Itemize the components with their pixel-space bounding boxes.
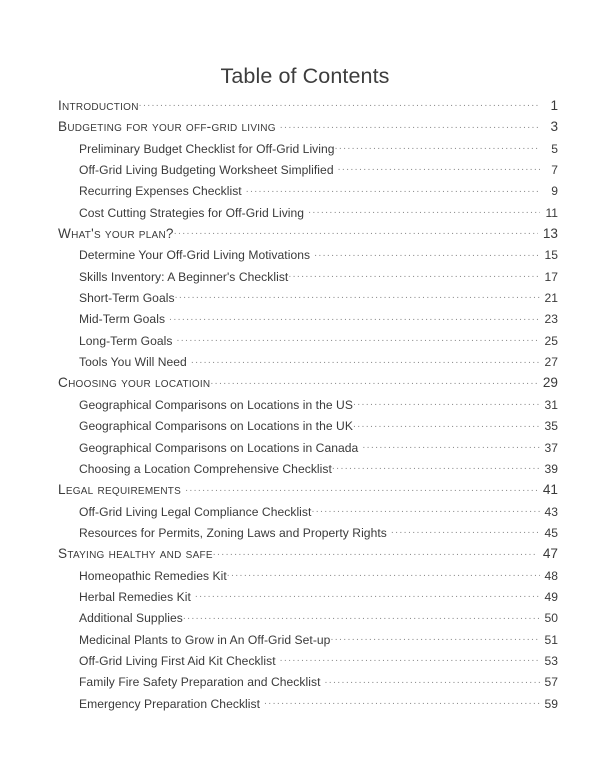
toc-entry-page-number: 5	[551, 141, 558, 156]
toc-entry-page-number: 41	[542, 482, 558, 498]
toc-entry[interactable]	[0, 371, 610, 392]
toc-entry[interactable]	[0, 436, 610, 457]
toc-entry[interactable]	[0, 137, 610, 158]
toc-entry[interactable]	[0, 606, 610, 627]
dot-leader	[304, 201, 540, 217]
dot-leader	[165, 307, 540, 323]
toc-entry-label: Choosing your locatioin	[58, 375, 211, 391]
toc-entry[interactable]	[0, 393, 610, 414]
toc-entry[interactable]	[0, 201, 610, 222]
toc-entry[interactable]	[0, 158, 610, 179]
toc-entry-page-number: 53	[544, 653, 558, 668]
dot-leader	[320, 670, 540, 686]
toc-entry-label: Geographical Comparisons on Locations in the US	[79, 397, 353, 412]
toc-entry[interactable]	[0, 265, 610, 286]
toc-entry[interactable]	[0, 670, 610, 691]
toc-entry-label: Cost Cutting Strategies for Off-Grid Living	[79, 205, 305, 220]
dot-leader	[353, 393, 540, 409]
toc-entry-label: Emergency Preparation Checklist	[79, 696, 261, 711]
toc-entry-label: Recurring Expenses Checklist	[79, 184, 242, 199]
toc-entry-label: Homeopathic Remedies Kit	[79, 568, 227, 583]
toc-entry-page-number: 23	[544, 312, 558, 327]
dot-leader	[242, 179, 540, 195]
toc-entry-label: Geographical Comparisons on Locations in the UK	[79, 419, 353, 434]
dot-leader	[174, 222, 538, 238]
toc-entry[interactable]	[0, 564, 610, 585]
toc-entry[interactable]	[0, 649, 610, 670]
toc-entry-page-number: 9	[551, 184, 558, 199]
toc-entry-label: Staying healthy and safe	[58, 546, 213, 562]
toc-entry[interactable]	[0, 243, 610, 264]
toc-entry-label: Skills Inventory: A Beginner's Checklist	[79, 269, 289, 284]
toc-entry[interactable]	[0, 94, 610, 115]
toc-entry-label: What's your plan?	[58, 226, 174, 242]
toc-entry[interactable]	[0, 500, 610, 521]
toc-entry-page-number: 48	[544, 568, 558, 583]
toc-entry-label: Legal requirements	[58, 482, 182, 498]
dot-leader	[353, 414, 540, 430]
toc-entry-page-number: 35	[544, 419, 558, 434]
toc-entry[interactable]	[0, 286, 610, 307]
toc-entry-page-number: 57	[544, 675, 558, 690]
toc-entry-page-number: 11	[545, 205, 558, 220]
toc-entry-label: Tools You Will Need	[79, 355, 187, 370]
toc-entry-label: Introduction	[58, 98, 139, 113]
toc-entry-label: Budgeting for your off-grid living	[58, 119, 276, 135]
toc-entry-label: Off-Grid Living Budgeting Worksheet Simplified	[79, 163, 334, 178]
toc-entry[interactable]	[0, 692, 610, 713]
toc-entry-page-number: 59	[544, 696, 558, 711]
dot-leader	[175, 286, 540, 302]
dot-leader	[311, 500, 540, 516]
toc-entry-page-number: 37	[544, 440, 558, 455]
toc-entry-page-number: 17	[544, 269, 558, 284]
dot-leader	[227, 564, 540, 580]
toc-entry[interactable]	[0, 542, 610, 563]
toc-entry[interactable]	[0, 115, 610, 136]
toc-entry-page-number: 49	[544, 589, 558, 604]
dot-leader	[139, 94, 538, 110]
toc-entry-page-number: 47	[542, 546, 558, 562]
page-title: Table of Contents	[220, 64, 390, 88]
toc-entry[interactable]	[0, 350, 610, 371]
toc-entry-page-number: 43	[544, 504, 558, 519]
toc-entry-page-number: 21	[544, 291, 558, 306]
toc-entry[interactable]	[0, 521, 610, 542]
toc-entry[interactable]	[0, 222, 610, 243]
toc-entry[interactable]	[0, 414, 610, 435]
toc-entry-label: Resources for Permits, Zoning Laws and Property Rights	[79, 525, 387, 540]
toc-entry-label: Off-Grid Living Legal Compliance Checklist	[79, 504, 312, 519]
toc-entry[interactable]	[0, 457, 610, 478]
dot-leader	[183, 606, 540, 622]
toc-entry-label: Geographical Comparisons on Locations in Canada	[79, 440, 359, 455]
toc-entry-page-number: 31	[544, 397, 558, 412]
toc-entry-label: Determine Your Off-Grid Living Motivations	[79, 248, 311, 263]
toc-entry-label: Medicinal Plants to Grow in An Off-Grid Set-up	[79, 632, 331, 647]
toc-entry[interactable]	[0, 478, 610, 499]
toc-list	[0, 94, 610, 713]
dot-leader	[181, 478, 538, 494]
toc-entry-page-number: 7	[551, 163, 558, 178]
dot-leader	[330, 628, 540, 644]
dot-leader	[173, 329, 540, 345]
dot-leader	[276, 115, 538, 131]
toc-entry-page-number: 13	[542, 226, 558, 242]
dot-leader	[187, 350, 540, 366]
toc-entry-label: Mid-Term Goals	[79, 312, 166, 327]
dot-leader	[260, 692, 540, 708]
dot-leader	[310, 243, 540, 259]
toc-entry-label: Preliminary Budget Checklist for Off-Grid Living	[79, 141, 335, 156]
dot-leader	[335, 137, 540, 153]
dot-leader	[358, 436, 540, 452]
dot-leader	[387, 521, 540, 537]
dot-leader	[213, 542, 538, 558]
toc-entry-page-number: 45	[544, 525, 558, 540]
toc-entry-page-number: 51	[544, 632, 558, 647]
toc-entry[interactable]	[0, 179, 610, 200]
toc-entry-label: Choosing a Location Comprehensive Checklist	[79, 461, 332, 476]
toc-entry[interactable]	[0, 329, 610, 350]
toc-entry-label: Long-Term Goals	[79, 333, 173, 348]
toc-entry[interactable]	[0, 628, 610, 649]
toc-entry-page-number: 25	[544, 333, 558, 348]
toc-entry-page-number: 27	[544, 355, 558, 370]
toc-entry-page-number: 50	[544, 611, 558, 626]
dot-leader	[276, 649, 540, 665]
toc-entry-label: Short-Term Goals	[79, 291, 175, 306]
dot-leader	[210, 371, 538, 387]
dot-leader	[334, 158, 540, 174]
toc-entry[interactable]	[0, 307, 610, 328]
toc-entry-label: Family Fire Safety Preparation and Checklist	[79, 675, 321, 690]
dot-leader	[332, 457, 540, 473]
toc-entry-label: Herbal Remedies Kit	[79, 589, 191, 604]
toc-entry-page-number: 15	[544, 248, 558, 263]
toc-entry-page-number: 39	[544, 461, 558, 476]
toc-entry[interactable]	[0, 585, 610, 606]
toc-entry-page-number: 3	[550, 119, 558, 135]
dot-leader	[191, 585, 540, 601]
toc-entry-label: Off-Grid Living First Aid Kit Checklist	[79, 653, 276, 668]
toc-entry-page-number: 29	[542, 375, 558, 391]
toc-entry-page-number: 1	[550, 98, 558, 113]
toc-entry-label: Additional Supplies	[79, 611, 183, 626]
dot-leader	[288, 265, 540, 281]
